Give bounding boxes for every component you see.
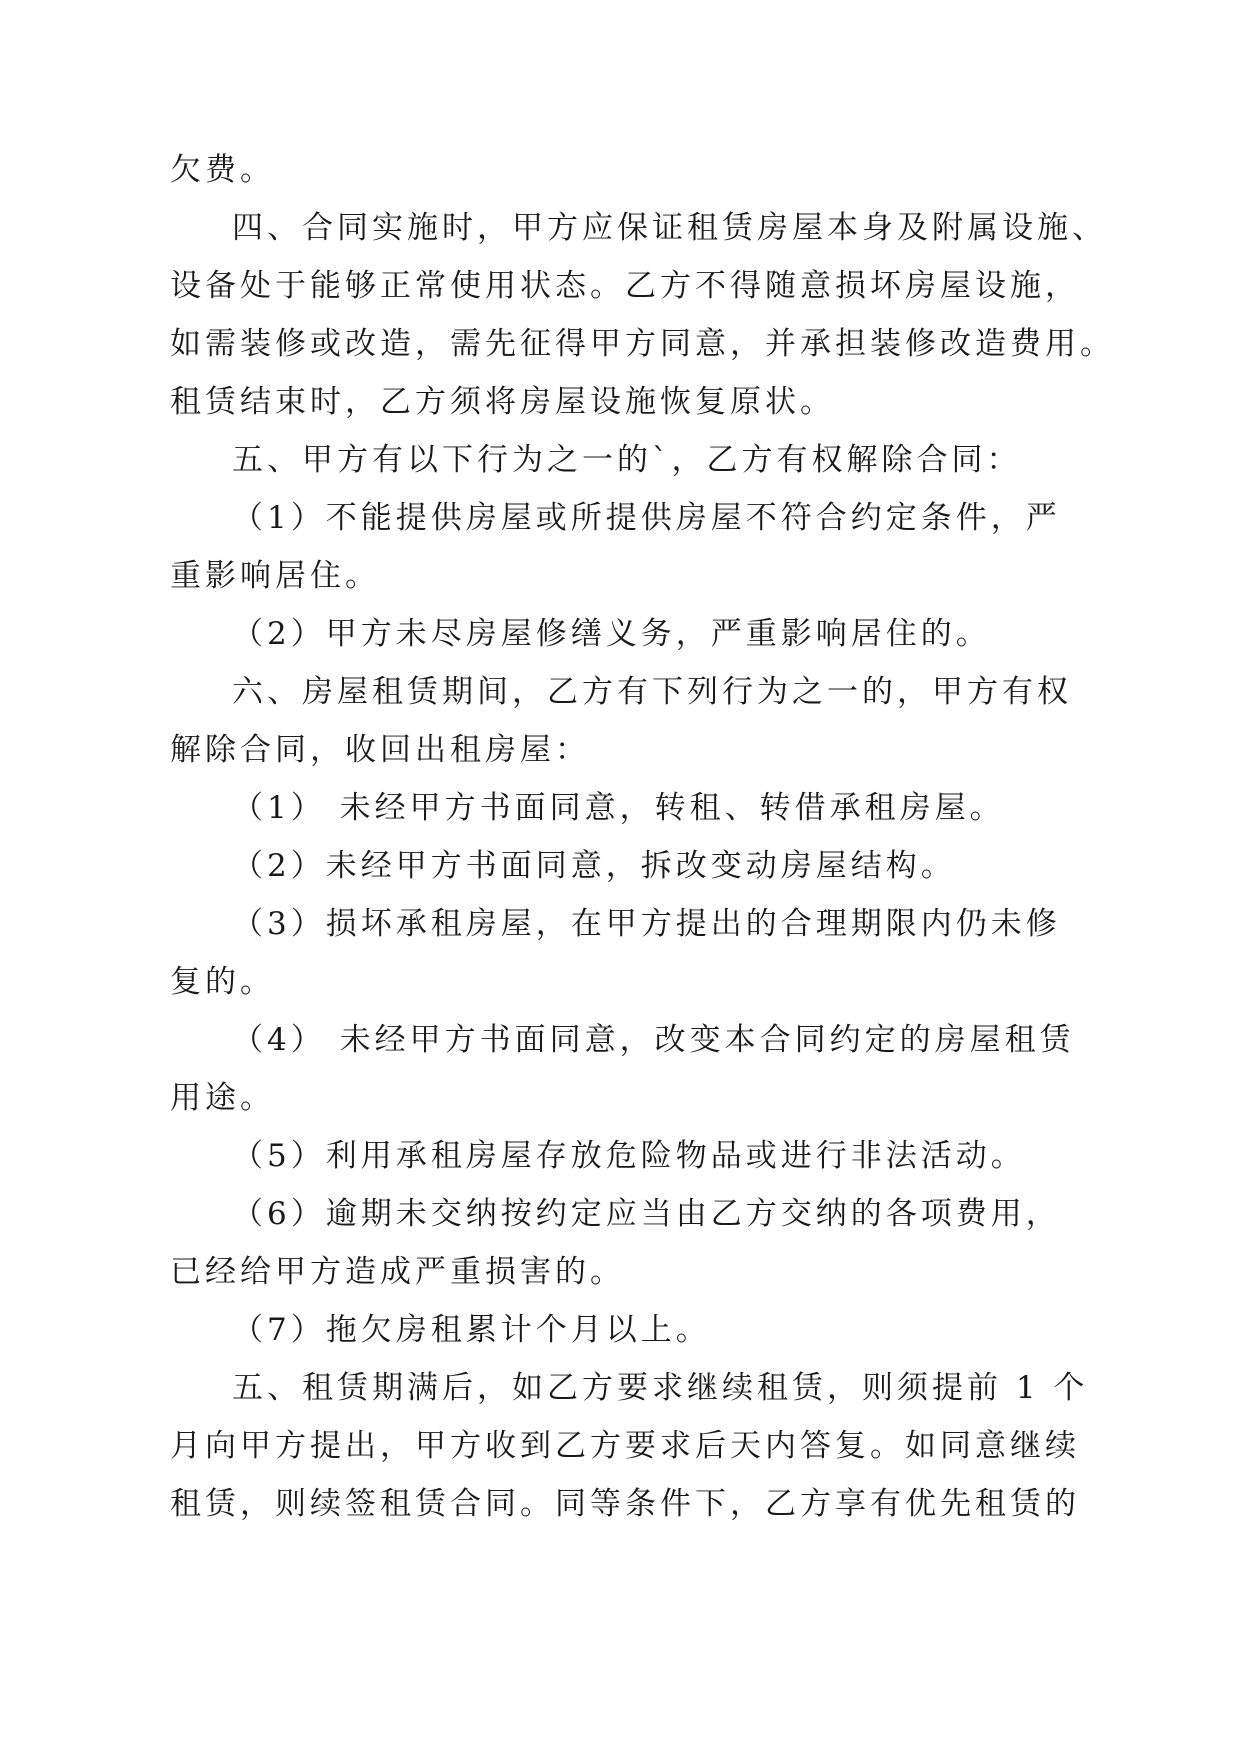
text-line: （2）未经甲方书面同意，拆改变动房屋结构。 [232, 848, 956, 884]
text-line: （4） 未经甲方书面同意，改变本合同约定的房屋租赁 [232, 1022, 1075, 1058]
text-line: 欠费。 [170, 152, 275, 188]
text-line: 设备处于能够正常使用状态。乙方不得随意损坏房屋设施， [170, 268, 1080, 304]
text-line: （3）损坏承租房屋，在甲方提出的合理期限内仍未修 [232, 906, 1061, 942]
text-line: 已经给甲方造成严重损害的。 [170, 1254, 625, 1290]
text-line: 五、甲方有以下行为之一的`，乙方有权解除合同： [232, 442, 1022, 478]
text-line: （1）不能提供房屋或所提供房屋不符合约定条件，严 [232, 500, 1061, 536]
text-line: 五、租赁期满后，如乙方要求继续租赁，则须提前 1 个 [232, 1370, 1089, 1406]
text-line: （7）拖欠房租累计个月以上。 [232, 1312, 711, 1348]
text-line: （5）利用承租房屋存放危险物品或进行非法活动。 [232, 1138, 1026, 1174]
text-line: 四、合同实施时，甲方应保证租赁房屋本身及附属设施、 [232, 210, 1107, 246]
text-line: 租赁，则续签租赁合同。同等条件下，乙方享有优先租赁的 [170, 1486, 1080, 1522]
text-line: 重影响居住。 [170, 558, 380, 594]
text-line: （1） 未经甲方书面同意，转租、转借承租房屋。 [232, 790, 1005, 826]
text-line: （2）甲方未尽房屋修缮义务，严重影响居住的。 [232, 616, 991, 652]
text-line: 复的。 [170, 964, 275, 1000]
text-line: 租赁结束时，乙方须将房屋设施恢复原状。 [170, 384, 835, 420]
text-line: 用途。 [170, 1080, 275, 1116]
text-line: 六、房屋租赁期间，乙方有下列行为之一的，甲方有权 [232, 674, 1072, 710]
text-line: 解除合同，收回出租房屋： [170, 732, 590, 768]
text-line: 如需装修或改造，需先征得甲方同意，并承担装修改造费用。 [170, 326, 1115, 362]
text-line: 月向甲方提出，甲方收到乙方要求后天内答复。如同意继续 [170, 1428, 1080, 1464]
text-line: （6）逾期未交纳按约定应当由乙方交纳的各项费用， [232, 1196, 1061, 1232]
